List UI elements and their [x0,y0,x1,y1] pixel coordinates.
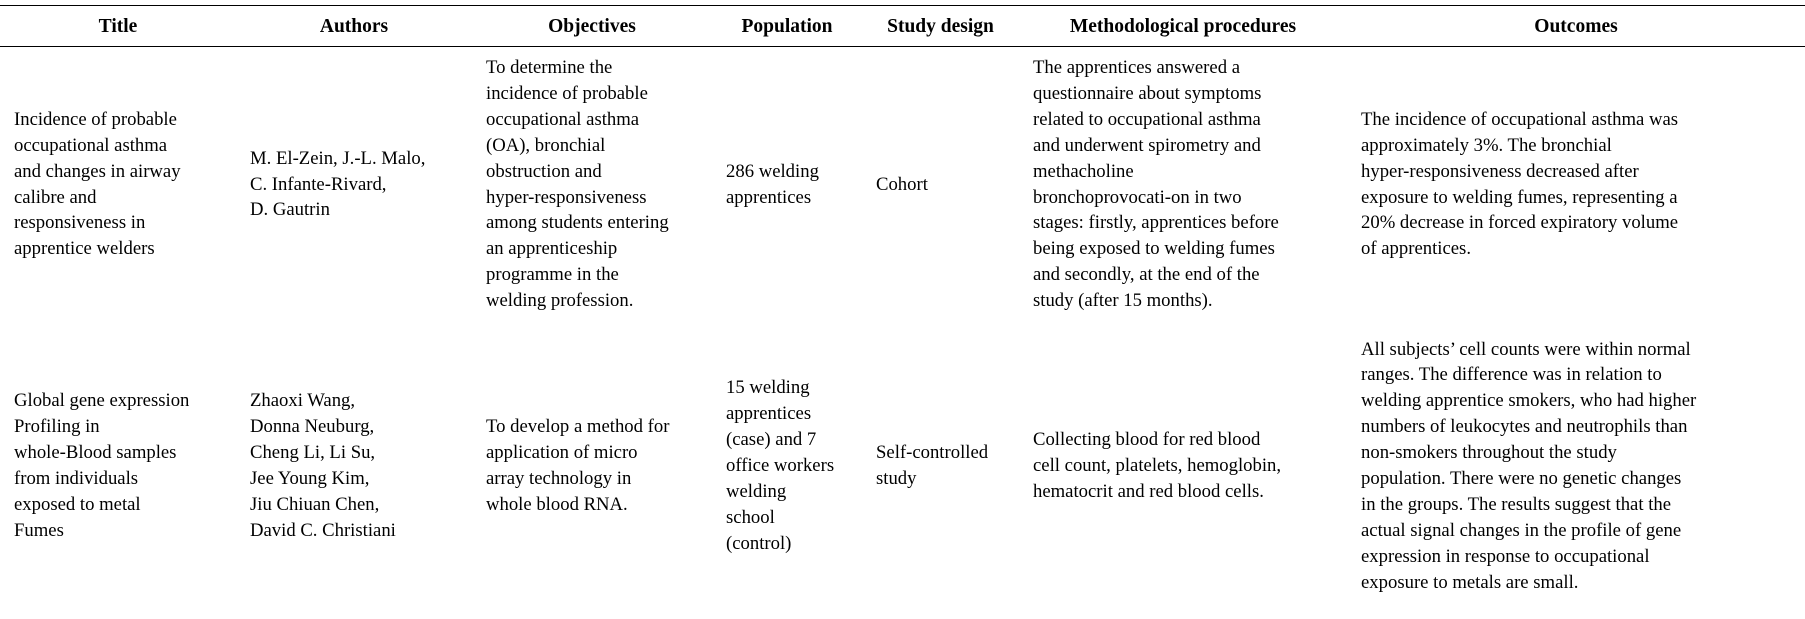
cell-line: occupational asthma [486,108,640,130]
cell-line: hyper-responsiveness [486,186,647,208]
cell-line: apprentices [726,186,812,208]
table-body [0,47,1805,611]
cell-line: in the groups. The results suggest that the [1361,493,1672,515]
cell-line: All subjects’ cell counts were within normal [1361,338,1691,360]
header-objectives: Objectives [472,6,712,47]
cell-methods [1019,47,1347,323]
cell-line: apprentice welders [14,238,155,260]
cell-line: bronchoprovocati-on in two [1033,186,1242,208]
cell-line: whole-Blood samples [14,442,177,464]
cell-line: responsiveness in [14,212,146,234]
cell-title [0,322,236,610]
header-outcomes: Outcomes [1347,6,1805,47]
header-population: Population [712,6,862,47]
cell-line: stages: firstly, apprentices before [1033,212,1279,234]
cell-line: Incidence of probable [14,108,177,130]
header-row [0,6,1805,47]
cell-line: 286 welding [726,160,819,182]
cell-line: Profiling in [14,416,100,438]
cell-line: To determine the [486,57,613,78]
cell-line: Cheng Li, Li Su, [250,442,376,464]
cell-line: approximately 3%. The bronchial [1361,134,1612,156]
cell-line: being exposed to welding fumes [1033,238,1275,260]
cell-line: welding profession. [486,290,634,312]
cell-population [712,322,862,610]
table-row [0,322,1805,610]
cell-line: population. There were no genetic changes [1361,468,1682,490]
cell-line: whole blood RNA. [486,493,628,515]
header-authors: Authors [236,6,472,47]
cell-line: actual signal changes in the profile of gene [1361,519,1682,541]
cell-line: exposed to metal [14,493,141,515]
cell-methods [1019,322,1347,610]
cell-line: calibre and [14,186,97,208]
cell-line: and changes in airway [14,160,181,182]
cell-line: D. Gautrin [250,199,330,221]
cell-line: expression in response to occupational [1361,545,1650,567]
cell-line: methacholine [1033,160,1134,182]
cell-line: Jiu Chiuan Chen, [250,493,380,515]
cell-line: incidence of probable [486,82,648,104]
cell-line: exposure to welding fumes, representing a [1361,186,1678,208]
cell-line: array technology in [486,468,632,490]
header-methodological-procedures: Methodological procedures [1019,6,1347,47]
cell-line: Cohort [876,173,928,195]
cell-line: Collecting blood for red blood [1033,429,1261,451]
cell-line: (OA), bronchial [486,134,606,156]
cell-line: from individuals [14,468,139,490]
cell-line: occupational asthma [14,134,168,156]
cell-line: office workers [726,455,835,477]
studies-table [0,5,1805,610]
cell-line: related to occupational asthma [1033,108,1261,130]
cell-outcomes [1347,47,1805,323]
cell-line: ranges. The difference was in relation to [1361,364,1662,386]
table-header [0,6,1805,47]
cell-authors [236,47,472,323]
cell-line: cell count, platelets, hemoglobin, [1033,455,1282,477]
cell-line: and underwent spirometry and [1033,134,1261,156]
cell-line: Jee Young Kim, [250,468,370,490]
cell-line: M. El-Zein, J.-L. Malo, [250,147,426,169]
header-title: Title [0,6,236,47]
cell-line: Donna Neuburg, [250,416,375,438]
cell-line: study [876,468,917,490]
header-study-design: Study design [862,6,1019,47]
cell-outcomes [1347,322,1805,610]
cell-line: hyper-responsiveness decreased after [1361,160,1639,182]
cell-line: questionnaire about symptoms [1033,82,1262,104]
cell-line: exposure to metals are small. [1361,571,1579,593]
cell-title [0,47,236,323]
cell-line: hematocrit and red blood cells. [1033,481,1264,503]
cell-line: The incidence of occupational asthma was [1361,108,1679,130]
cell-line: school [726,506,775,528]
cell-authors [236,322,472,610]
cell-line: apprentices [726,403,812,425]
cell-line: study (after 15 months). [1033,290,1213,312]
cell-line: Zhaoxi Wang, [250,390,356,412]
cell-line: 20% decrease in forced expiratory volume [1361,212,1679,234]
cell-line: non-smokers throughout the study [1361,442,1617,464]
cell-objectives [472,47,712,323]
cell-line: obstruction and [486,160,602,182]
cell-line: C. Infante-Rivard, [250,173,387,195]
cell-line: application of micro [486,442,638,464]
cell-line: The apprentices answered a [1033,57,1241,78]
cell-line: (control) [726,532,792,554]
cell-line: welding apprentice smokers, who had higher [1361,390,1697,412]
cell-line: To develop a method for [486,416,670,438]
cell-line: programme in the [486,264,619,286]
cell-line: David C. Christiani [250,519,396,541]
cell-objectives [472,322,712,610]
cell-line: (case) and 7 [726,429,817,451]
table-row [0,47,1805,323]
cell-line: 15 welding [726,377,810,399]
cell-line: Fumes [14,519,64,541]
cell-line: an apprenticeship [486,238,618,260]
cell-line: among students entering [486,212,669,234]
cell-study-design [862,322,1019,610]
cell-line: welding [726,481,787,503]
cell-line: Self-controlled [876,442,989,464]
cell-study-design [862,47,1019,323]
cell-line: Global gene expression [14,390,190,412]
cell-line: numbers of leukocytes and neutrophils than [1361,416,1688,438]
cell-population [712,47,862,323]
cell-line: and secondly, at the end of the [1033,264,1260,286]
cell-line: of apprentices. [1361,238,1471,260]
